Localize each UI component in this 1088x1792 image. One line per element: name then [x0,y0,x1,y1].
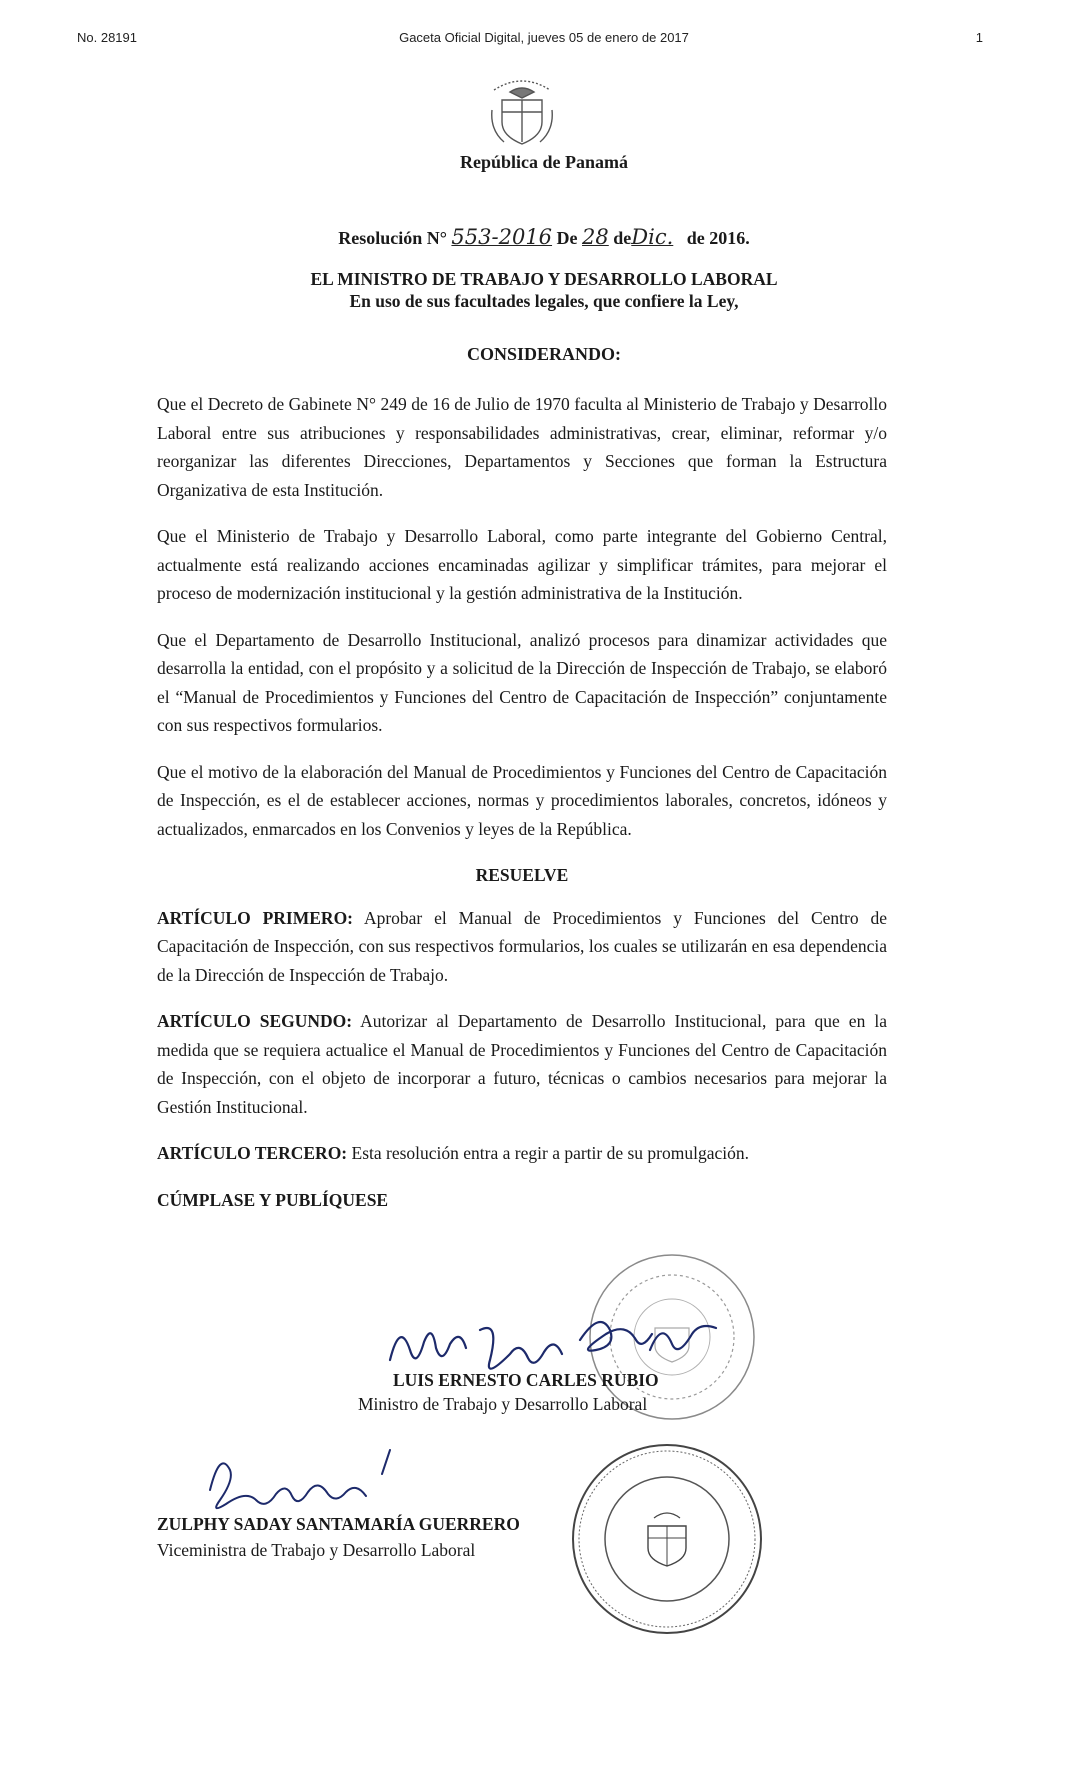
paragraph: Que el Departamento de Desarrollo Institucional, analizó procesos para dinamizar actividades que desarrolla la entidad, con el propósito y a solicitud de la Dirección de Inspección de Trabajo, se elaboró el “Manual de Procedimientos y Funciones del Centro de Capacitación de Inspección” conjuntamente con sus respectivos formularios. [157,629,887,735]
article-label: ARTÍCULO PRIMERO: [157,907,354,928]
resolution-month: Dic. [631,225,674,249]
article-tercero [157,1139,887,1168]
resolution-de-2: de [613,228,632,248]
viceministry-seal-icon [568,1440,766,1638]
resuelve-heading: RESUELVE [475,865,569,885]
article-primero [157,904,887,990]
signatory-title: Viceministra de Trabajo y Desarrollo Laboral [157,1540,476,1560]
signature-icon [190,1440,420,1520]
article-label: ARTÍCULO TERCERO: [157,1143,348,1163]
republic-heading: República de Panamá [459,152,628,172]
panama-coat-of-arms-icon [488,70,556,154]
paragraph: Que el Ministerio de Trabajo y Desarrollo Laboral, como parte integrante del Gobierno Central, actualmente está realizando acciones encaminadas agilizar y simplificar trámites, para mejorar el proceso de modernización institucional y la gestión administrativa de la Institución. [157,526,887,603]
signatory-name: LUIS ERNESTO CARLES RUBIO [393,1370,659,1390]
article-text: Autorizar al Departamento de Desarrollo Institucional, para que en la medida que se requiera actualice el Manual de Procedimientos y Funciones del Centro de Capacitación de Inspección, con el objeto de incorporar a futuro, técnicas o cambios necesarios para mejorar la Gestión Institucional. [157,1011,887,1117]
page-number: 1 [975,30,983,45]
resolution-de: De [556,228,578,248]
gazette-title: Gaceta Oficial Digital, jueves 05 de enero de 2017 [399,30,689,45]
resolution-prefix: Resolución N° [338,228,447,248]
resolution-year: de 2016. [686,228,750,248]
paragraph: Que el Decreto de Gabinete N° 249 de 16 de Julio de 1970 faculta al Ministerio de Trabajo y Desarrollo Laboral entre sus atribuciones y responsabilidades administrativas, crear, eliminar, reformar y/o reorganizar las diferentes Direcciones, Departamentos y Secciones que forman la Estructura Organizativa de esta Institución. [157,394,887,500]
considerando-heading: CONSIDERANDO: [466,344,621,364]
facultades-line: En uso de sus facultades legales, que confiere la Ley, [349,291,739,311]
article-text: Aprobar el Manual de Procedimientos y Funciones del Centro de Capacitación de Inspección, con sus respectivos formularios, los cuales se utilizarán en esa dependencia de la Dirección de Inspección de Trabajo. [157,907,887,985]
resolution-number: 553-2016 [451,225,553,249]
minister-line: EL MINISTRO DE TRABAJO Y DESARROLLO LABORAL [310,269,778,289]
gazette-header [0,30,1088,50]
paragraph: Que el motivo de la elaboración del Manual de Procedimientos y Funciones del Centro de Capacitación de Inspección, es el de establecer acciones, normas y procedimientos laborales, concretos, idóneos y actualizados, enmarcados en los Convenios y leyes de la República. [157,761,887,839]
resolution-day: 28 [582,225,609,249]
article-text: Esta resolución entra a regir a partir de su promulgación. [351,1143,750,1163]
article-segundo [157,1007,887,1121]
article-label: ARTÍCULO SEGUNDO: [157,1011,353,1031]
gazette-number: No. 28191 [77,30,137,45]
cumplase-line: CÚMPLASE Y PUBLÍQUESE [157,1189,389,1210]
signatory-name: ZULPHY SADAY SANTAMARÍA GUERRERO [157,1514,520,1534]
authority-block [0,268,1088,312]
document-body [157,390,887,1232]
resolution-line [0,225,1088,249]
signatory-title: Ministro de Trabajo y Desarrollo Laboral [358,1394,648,1414]
